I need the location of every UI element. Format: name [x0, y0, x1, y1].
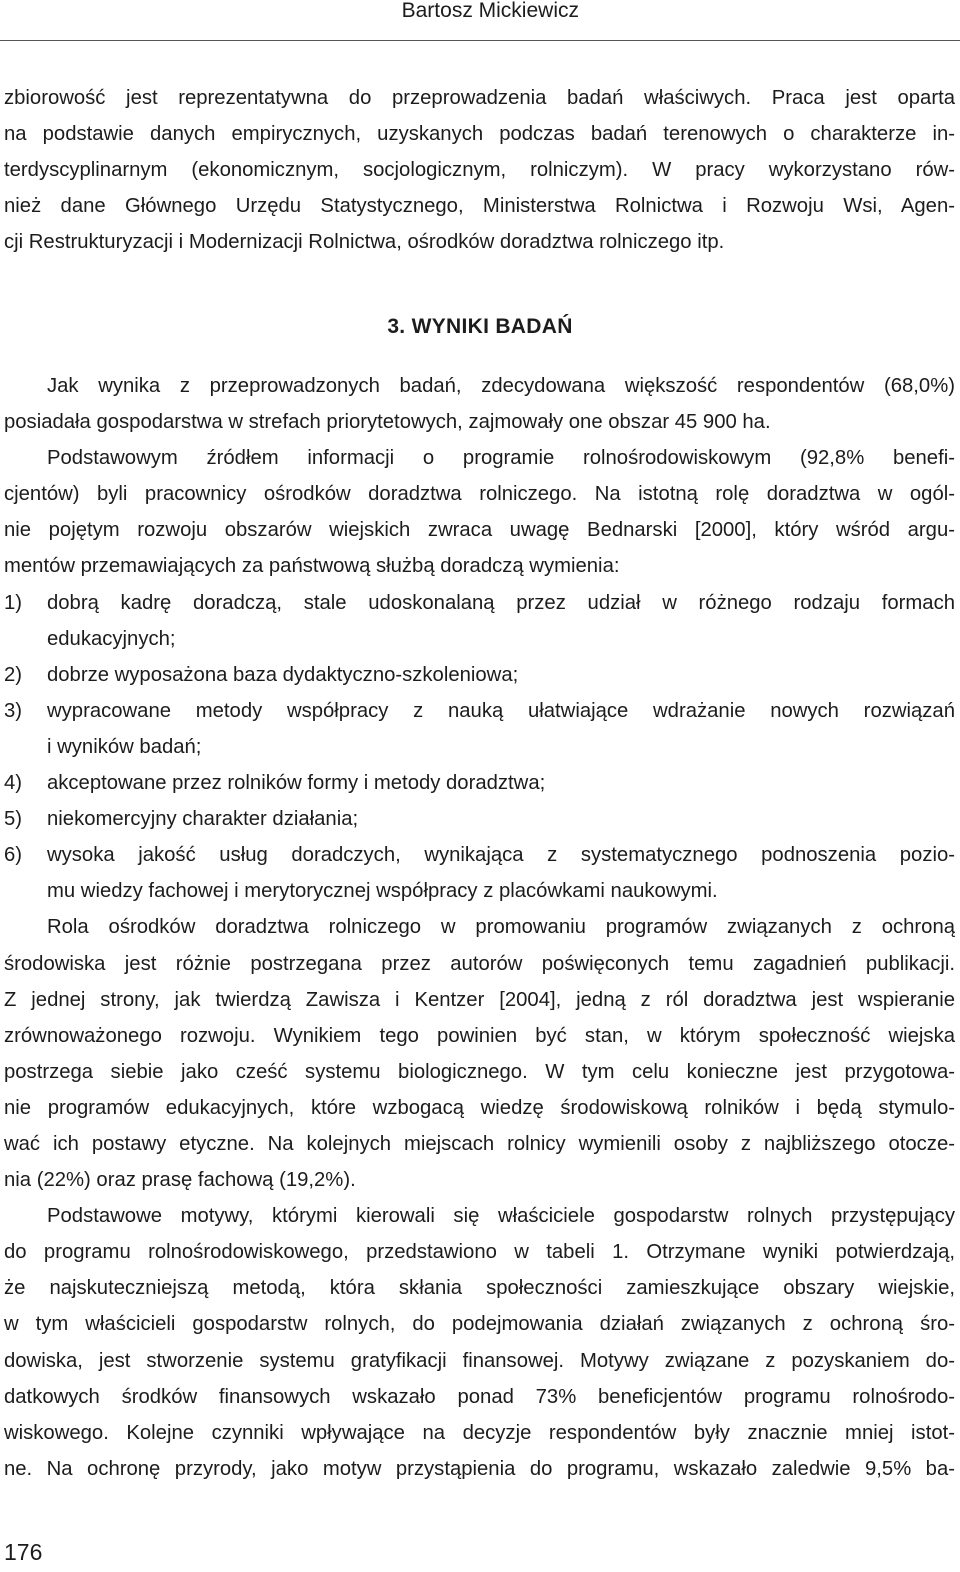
- running-title: Bartosz Mickiewicz: [401, 0, 579, 22]
- header-rule: [0, 40, 960, 41]
- text-line: dobrą kadrę doradczą, stale udoskonalaną przez udział w różnego rodzaju formach: [47, 591, 955, 614]
- text-line: cjentów) byli pracownicy ośrodków doradztwa rolniczego. Na istotną rolę doradztwa w ogól-: [4, 483, 955, 506]
- list-item: [4, 801, 955, 837]
- text-line: Podstawowe motywy, którymi kierowali się właściciele gospodarstw rolnych przystępujący: [47, 1205, 955, 1228]
- list-number: 6): [4, 844, 23, 867]
- list-number: 3): [4, 699, 23, 722]
- numbered-list: [4, 585, 955, 910]
- text-line: środowiska jest różnie postrzegana przez autorów poświęconych temu zagadnień publikacji.: [4, 952, 955, 975]
- text-line: w tym właścicieli gospodarstw rolnych, do podejmowania działań związanych z ochroną śro-: [4, 1313, 955, 1336]
- list-item: [4, 693, 955, 765]
- text-line: mentów przemawiających za państwową służbą doradczą wymienia:: [4, 555, 620, 578]
- text-line: nie pojętym rozwoju obszarów wiejskich zwraca uwagę Bednarski [2000], który wśród argu-: [4, 519, 955, 542]
- text-line: mu wiedzy fachowej i merytorycznej współpracy z placówkami naukowymi.: [47, 880, 718, 903]
- text-line: akceptowane przez rolników formy i metody doradztwa;: [47, 772, 546, 795]
- text-line: terdyscyplinarnym (ekonomicznym, socjologicznym, rolniczym). W pracy wykorzystano rów-: [4, 159, 955, 182]
- text-line: dobrze wyposażona baza dydaktyczno-szkoleniowa;: [47, 663, 519, 686]
- text-line: datkowych środków finansowych wskazało ponad 73% beneficjentów programu rolnośrodo-: [4, 1385, 955, 1408]
- text-line: zrównoważonego rozwoju. Wynikiem tego powinien być stan, w którym społeczność wiejska: [4, 1024, 955, 1047]
- text-line: zbiorowość jest reprezentatywna do przeprowadzenia badań właściwych. Praca jest oparta: [4, 87, 955, 109]
- section-body: [4, 368, 955, 1487]
- text-line: nież dane Głównego Urzędu Statystycznego, Ministerstwa Rolnictwa i Rozwoju Wsi, Agen-: [4, 195, 955, 218]
- list-item: [4, 657, 955, 693]
- list-number: 1): [4, 591, 23, 614]
- intro-paragraph: [4, 80, 955, 260]
- list-number: 2): [4, 663, 23, 686]
- paragraph: [4, 909, 955, 1198]
- text-line: postrzega siebie jako cześć systemu biologicznego. W tym celu konieczne jest przygotowa-: [4, 1060, 955, 1083]
- text-line: posiadała gospodarstwa w strefach priorytetowych, zajmowały one obszar 45 900 ha.: [4, 411, 771, 434]
- text-line: Podstawowym źródłem informacji o programie rolnośrodowiskowym (92,8% benefi-: [47, 447, 955, 470]
- list-item: [4, 837, 955, 909]
- list-number: 5): [4, 808, 23, 831]
- paragraph: [4, 440, 955, 584]
- text-line: Rola ośrodków doradztwa rolniczego w promowaniu programów związanych z ochroną: [47, 916, 955, 939]
- text-line: edukacyjnych;: [47, 627, 176, 650]
- text-line: na podstawie danych empirycznych, uzyskanych podczas badań terenowych o charakterze in-: [4, 123, 955, 146]
- text-line: i wyników badań;: [47, 735, 202, 758]
- text-line: ne. Na ochronę przyrody, jako motyw przystąpienia do programu, wskazało zaledwie 9,5% ba-: [4, 1457, 955, 1480]
- section-heading: 3. WYNIKI BADAŃ: [387, 315, 573, 338]
- paragraph: [4, 368, 955, 440]
- text-line: Jak wynika z przeprowadzonych badań, zdecydowana większość respondentów (68,0%): [47, 375, 955, 397]
- paragraph: [4, 1198, 955, 1487]
- running-header: [0, 0, 960, 40]
- text-line: wać ich postawy etyczne. Na kolejnych miejscach rolnicy wymienili osoby z najbliższego otocze-: [4, 1132, 955, 1155]
- page-number: 176: [4, 1539, 43, 1565]
- text-line: wypracowane metody współpracy z nauką ułatwiające wdrażanie nowych rozwiązań: [47, 699, 955, 722]
- text-line: dowiska, jest stworzenie systemu gratyfikacji finansowej. Motywy związane z pozyskaniem do-: [4, 1349, 955, 1372]
- text-line: Z jednej strony, jak twierdzą Zawisza i Kentzer [2004], jedną z ról doradztwa jest wspieranie: [4, 988, 955, 1011]
- list-item: [4, 585, 955, 657]
- text-line: niekomercyjny charakter działania;: [47, 808, 359, 831]
- list-number: 4): [4, 772, 23, 795]
- list-item: [4, 765, 955, 801]
- text-line: do programu rolnośrodowiskowego, przedstawiono w tabeli 1. Otrzymane wyniki potwierdzają,: [4, 1241, 955, 1264]
- text-line: cji Restrukturyzacji i Modernizacji Rolnictwa, ośrodków doradztwa rolniczego itp.: [4, 231, 725, 254]
- text-line: nia (22%) oraz prasę fachową (19,2%).: [4, 1169, 356, 1192]
- text-line: wysoka jakość usług doradczych, wynikająca z systematycznego podnoszenia pozio-: [47, 844, 955, 867]
- text-line: wiskowego. Kolejne czynniki wpływające na decyzje respondentów były znacznie mniej istot-: [4, 1421, 955, 1444]
- text-line: że najskuteczniejszą metodą, która skłania społeczności zamieszkujące obszary wiejskie,: [4, 1277, 955, 1300]
- text-line: nie programów edukacyjnych, które wzbogacą wiedzę środowiskową rolników i będą stymulo-: [4, 1096, 955, 1119]
